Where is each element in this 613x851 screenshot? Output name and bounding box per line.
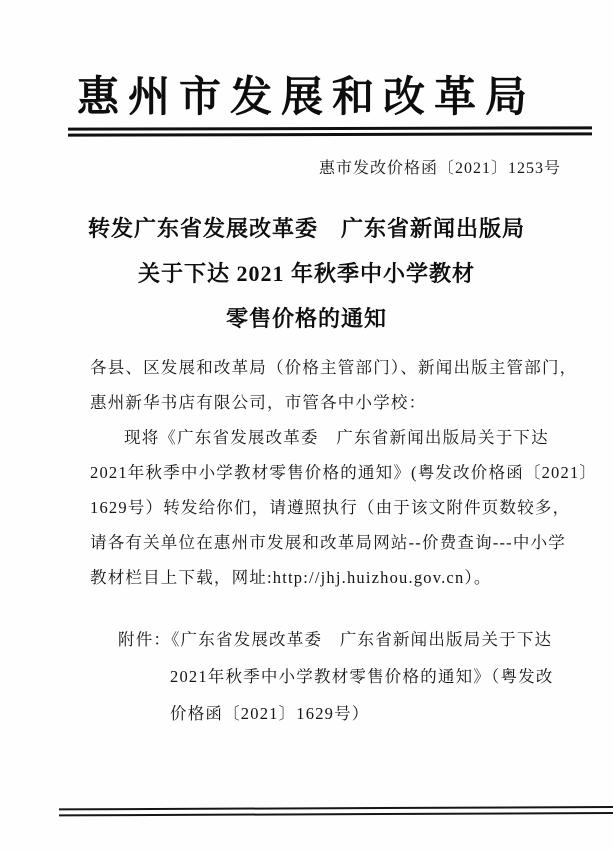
footer-divider-line-top	[59, 806, 613, 810]
attachment-section	[90, 621, 570, 732]
attachment-line-3: 价格函〔2021〕1629号）	[170, 704, 370, 723]
footer-divider-line-bottom	[59, 812, 613, 816]
document-title	[0, 206, 613, 341]
recipients-line-1: 各县、区发展和改革局（价格主管部门）、新闻出版主管部门，	[90, 358, 578, 377]
document-number: 惠市发改价格函〔2021〕1253号	[318, 160, 561, 177]
attachment-line-2: 2021年秋季中小学教材零售价格的通知》（粤发改	[170, 667, 554, 686]
recipients-line-2: 惠州新华书店有限公司，市管各中小学校：	[90, 393, 427, 412]
header-divider-line-top	[68, 126, 592, 130]
body-line-3: 1629号）转发给你们，请遵照执行（由于该文附件页数较多，	[90, 498, 571, 517]
header-divider	[68, 126, 592, 136]
body-line-1: 现将《广东省发展改革委 广东省新闻出版局关于下达	[124, 428, 549, 447]
body-line-2: 2021年秋季中小学教材零售价格的通知》(粤发改价格函〔2021〕	[90, 463, 598, 482]
document-body	[90, 350, 598, 732]
title-line-1: 转发广东省发展改革委 广东省新闻出版局	[87, 216, 525, 241]
footer-divider	[59, 806, 613, 816]
attachment-line-1: 附件：《广东省发展改革委 广东省新闻出版局关于下达	[118, 630, 553, 649]
title-line-3: 零售价格的通知	[225, 306, 387, 331]
agency-name: 惠州市发展和改革局	[76, 75, 536, 121]
title-line-2: 关于下达 2021 年秋季中小学教材	[137, 261, 475, 286]
header-divider-line-bottom	[68, 132, 592, 136]
body-line-5: 教材栏目上下载，网址:http://jhj.huizhou.gov.cn）。	[90, 568, 492, 587]
body-line-4: 请各有关单位在惠州市发展和改革局网站--价费查询---中小学	[90, 533, 566, 552]
